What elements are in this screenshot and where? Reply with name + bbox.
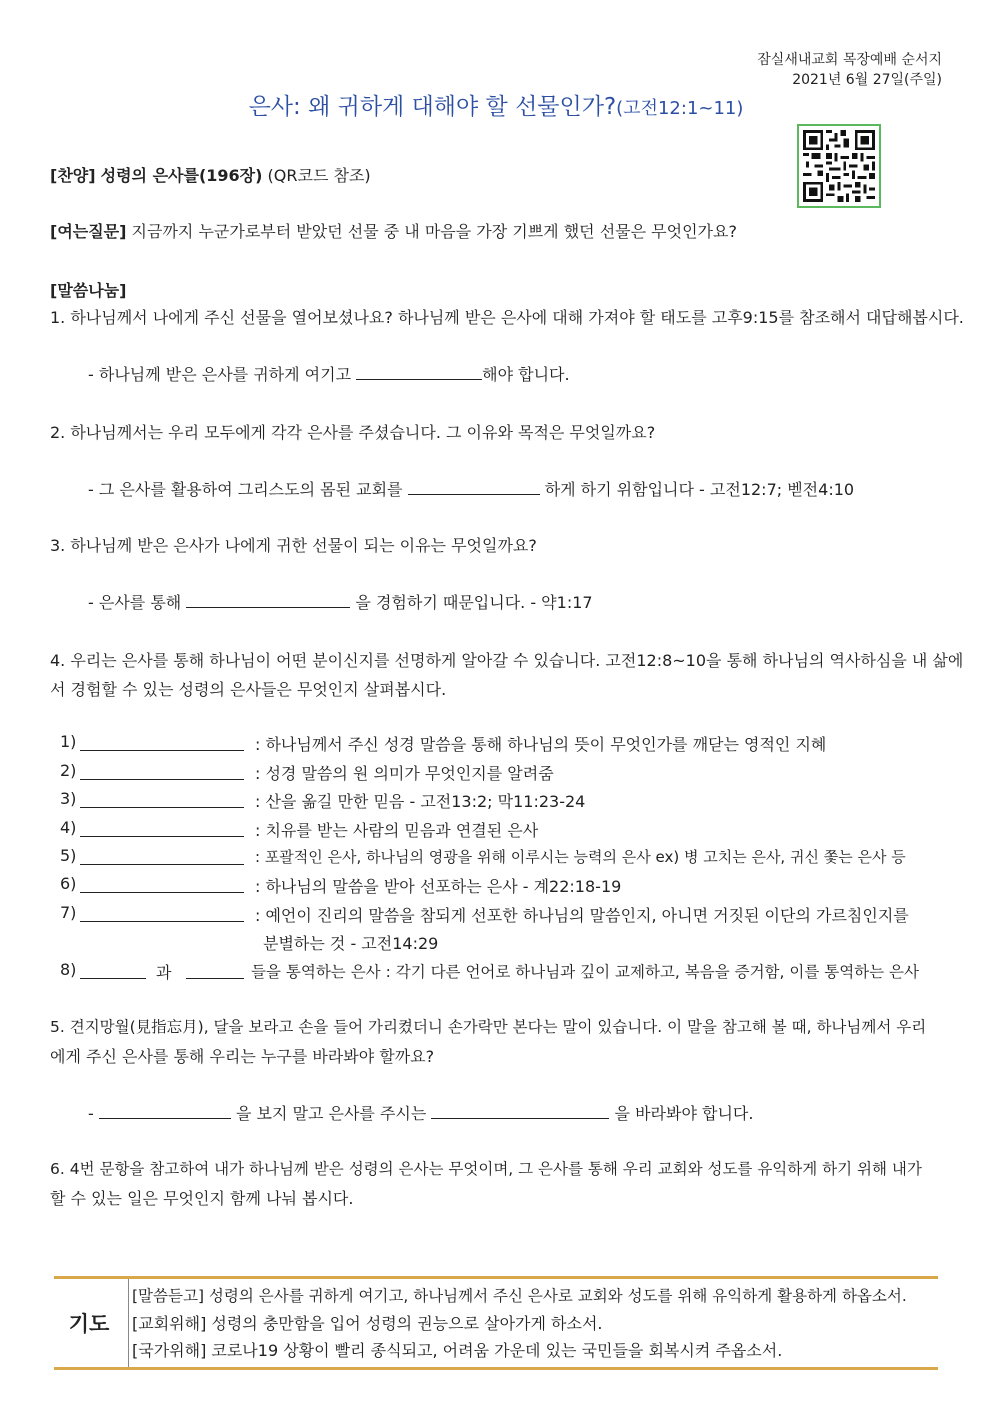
gift-4-description: : 치유를 받는 사람의 믿음과 연결된 은사 [255, 821, 539, 840]
answer-2-blank[interactable] [408, 482, 540, 495]
gift-7-description: : 예언이 진리의 말씀을 참되게 선포한 하나님의 말씀인지, 아니면 거짓된 이단의 가르침인지를 [255, 906, 909, 925]
qr-code-graphic [803, 130, 875, 202]
answer-3-pre: - 은사를 통해 [88, 593, 182, 612]
question-6-line2: 할 수 있는 일은 무엇인지 함께 나눠 봅시다. [50, 1189, 354, 1208]
answer-2-pre: - 그 은사를 활용하여 그리스도의 몸된 교회를 [88, 480, 403, 499]
prayer-item-word: [말씀듣고] 성령의 은사를 귀하게 여기고, 하나님께서 주신 은사로 교회와 성도를 위해 유익하게 활용하게 하옵소서. [132, 1287, 907, 1305]
title-reference: (고전12:1~11) [616, 98, 744, 119]
answer-3-blank[interactable] [186, 595, 350, 608]
answer-5-blank-a[interactable] [99, 1106, 231, 1119]
sharing-tag: [말씀나눔] [50, 281, 127, 300]
answer-1-post: 해야 합니다. [482, 365, 570, 384]
opening-question [50, 219, 737, 242]
gift-7-blank[interactable] [80, 909, 244, 922]
question-5-line2: 에게 주신 은사를 통해 우리는 누구를 바라봐야 할까요? [50, 1047, 435, 1066]
question-5-line1: 5. 견지망월(見指忘月), 달을 보라고 손을 들어 가리켰더니 손가락만 본다는 말이 있습니다. 이 말을 참고해 볼 때, 하나님께서 우리 [50, 1018, 927, 1036]
answer-1-pre: - 하나님께 받은 은사를 귀하게 여기고 [88, 365, 352, 384]
gift-2-number: 2) [60, 761, 77, 780]
gift-4-number: 4) [60, 818, 77, 837]
gift-5-number: 5) [60, 846, 77, 865]
praise-tag: [찬양] [50, 166, 96, 185]
gift-3-blank[interactable] [80, 795, 244, 808]
gift-2-description: : 성경 말씀의 원 의미가 무엇인지를 알려줌 [255, 764, 554, 783]
gift-8-blank-a[interactable] [80, 966, 146, 979]
opening-tag: [여는질문] [50, 222, 127, 241]
gift-6-blank[interactable] [80, 880, 244, 893]
prayer-label: 기도 [68, 1312, 110, 1336]
gift-8-blank-b[interactable] [186, 966, 244, 979]
qr-code-icon[interactable] [797, 124, 881, 208]
question-4-line2: 서 경험할 수 있는 성령의 은사들은 무엇인지 살펴봅시다. [50, 680, 447, 699]
gift-8-and: 과 [156, 963, 172, 982]
praise-note: (QR코드 참조) [267, 166, 371, 185]
question-3: 3. 하나님께 받은 은사가 나에게 귀한 선물이 되는 이유는 무엇일까요? [50, 536, 537, 555]
gift-1-number: 1) [60, 732, 77, 751]
gift-3-number: 3) [60, 789, 77, 808]
answer-5-post: 을 바라봐야 합니다. [614, 1104, 754, 1123]
answer-5 [88, 1101, 753, 1124]
gift-1-description: : 하나님께서 주신 성경 말씀을 통해 하나님의 뜻이 무엇인가를 깨닫는 영적인 지혜 [255, 735, 827, 754]
opening-text: 지금까지 누군가로부터 받았던 선물 중 내 마음을 가장 기쁘게 했던 선물은 무엇인가요? [131, 222, 737, 241]
prayer-item-nation: [국가위해] 코로나19 상황이 빨리 종식되고, 어려움 가운데 있는 국민들을 회복시켜 주옵소서. [132, 1341, 783, 1360]
gift-2-blank[interactable] [80, 767, 244, 780]
prayer-divider [128, 1279, 129, 1367]
praise-song: 성령의 은사를(196장) [100, 166, 263, 185]
gift-7-number: 7) [60, 903, 77, 922]
answer-5-dash: - [88, 1104, 94, 1123]
gift-7-continuation: 분별하는 것 - 고전14:29 [263, 934, 439, 953]
gift-5-blank[interactable] [80, 852, 244, 865]
gift-4-blank[interactable] [80, 824, 244, 837]
service-date: 2021년 6월 27일(주일) [792, 72, 942, 88]
prayer-item-church: [교회위해] 성령의 충만함을 입어 성령의 권능으로 살아가게 하소서. [132, 1314, 603, 1333]
gift-8-number: 8) [60, 960, 77, 979]
answer-5-mid: 을 보지 말고 은사를 주시는 [235, 1104, 427, 1123]
gift-8-description: 들을 통역하는 은사 : 각기 다른 언어로 하나님과 깊이 교제하고, 복음을 증거함, 이를 통역하는 은사 [251, 963, 920, 981]
gift-6-number: 6) [60, 874, 77, 893]
title-main: 은사: 왜 귀하게 대해야 할 선물인가? [248, 94, 617, 120]
answer-1 [88, 362, 570, 385]
question-4-line1: 4. 우리는 은사를 통해 하나님이 어떤 분이신지를 선명하게 알아갈 수 있습니다. 고전12:8~10을 통해 하나님의 역사하심을 내 삶에 [50, 651, 964, 670]
gift-5-description: : 포괄적인 은사, 하나님의 영광을 위해 이루시는 능력의 은사 ex) 병 고치는 은사, 귀신 쫓는 은사 등 [255, 848, 906, 866]
question-1: 1. 하나님께서 나에게 주신 선물을 열어보셨나요? 하나님께 받은 은사에 대해 가져야 할 태도를 고후9:15를 참조해서 대답해봅시다. [50, 308, 964, 327]
answer-3-post: 을 경험하기 때문입니다. - 약1:17 [355, 593, 593, 612]
question-6-line1: 6. 4번 문항을 참고하여 내가 하나님께 받은 성령의 은사는 무엇이며, 그 은사를 통해 우리 교회와 성도를 유익하게 하기 위해 내가 [50, 1160, 922, 1178]
answer-1-blank[interactable] [356, 367, 482, 380]
answer-2 [88, 477, 854, 500]
answer-3 [88, 590, 593, 613]
gift-1-blank[interactable] [80, 738, 244, 751]
answer-5-blank-b[interactable] [431, 1106, 609, 1119]
praise-line [50, 163, 371, 186]
gift-3-description: : 산을 옮길 만한 믿음 - 고전13:2; 막11:23-24 [255, 792, 586, 811]
church-name: 잠실새내교회 목장예배 순서지 [757, 52, 942, 68]
answer-2-post: 하게 하기 위함입니다 - 고전12:7; 벧전4:10 [544, 480, 855, 499]
prayer-box [54, 1276, 938, 1370]
question-2: 2. 하나님께서는 우리 모두에게 각각 은사를 주셨습니다. 그 이유와 목적은 무엇일까요? [50, 423, 656, 442]
page-title [0, 88, 992, 121]
gift-6-description: : 하나님의 말씀을 받아 선포하는 은사 - 계22:18-19 [255, 877, 622, 896]
